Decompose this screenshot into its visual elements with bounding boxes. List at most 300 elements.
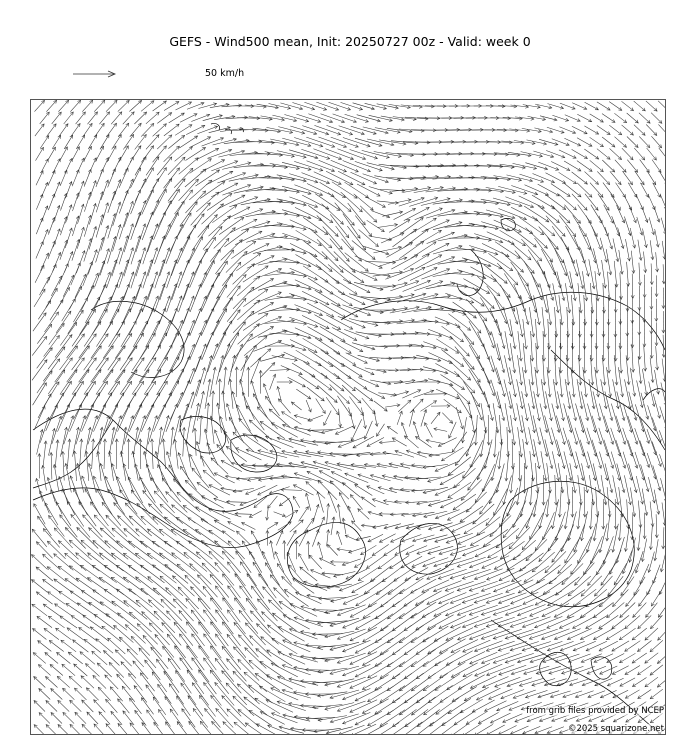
wind-arrow (338, 316, 365, 328)
wind-arrow (655, 299, 658, 321)
wind-arrow (234, 209, 262, 219)
wind-arrow (327, 290, 353, 306)
wind-arrow (206, 171, 233, 184)
wind-arrow (363, 626, 389, 642)
wind-arrow (320, 182, 346, 197)
wind-arrow (165, 697, 178, 716)
reference-arrow-icon (72, 67, 118, 81)
wind-arrow (485, 701, 507, 712)
wind-arrow (378, 555, 396, 569)
wind-arrow (567, 603, 592, 618)
wind-arrow (36, 171, 43, 185)
wind-arrow (618, 511, 621, 540)
wind-arrow (651, 136, 661, 148)
wind-arrow (337, 531, 342, 545)
wind-arrow (84, 169, 91, 186)
wind-arrow (537, 565, 561, 583)
wind-arrow (236, 253, 260, 271)
wind-arrow (601, 475, 607, 505)
wind-arrow (559, 616, 585, 629)
wind-arrow (599, 452, 608, 481)
wind-arrow (589, 379, 595, 409)
wind-arrow (246, 233, 275, 242)
wind-arrow (131, 636, 150, 655)
wind-arrow (392, 438, 406, 446)
wind-arrow (480, 490, 498, 514)
wind-arrow (357, 453, 381, 457)
wind-arrow (511, 262, 529, 286)
wind-arrow (352, 343, 375, 350)
wind-arrow (153, 146, 167, 162)
wind-arrow (416, 568, 441, 580)
wind-arrow (457, 557, 485, 567)
wind-arrow (638, 615, 651, 628)
wind-arrow (82, 724, 93, 734)
wind-arrow (77, 528, 98, 549)
wind-arrow (374, 410, 378, 427)
wind-arrow (477, 517, 500, 536)
wind-arrow (124, 529, 147, 548)
wind-arrow (270, 541, 275, 560)
wind-arrow (141, 123, 154, 136)
wind-arrow (211, 183, 238, 197)
wind-arrow (439, 546, 466, 555)
wind-arrow (302, 315, 329, 328)
wind-arrow (70, 591, 91, 605)
wind-arrow (344, 329, 369, 339)
wind-arrow (140, 673, 154, 691)
wind-arrow (119, 260, 129, 288)
wind-arrow (199, 622, 217, 646)
wind-arrow (617, 464, 625, 493)
wind-arrow (191, 610, 209, 634)
wind-arrow (258, 305, 287, 314)
wind-arrow (337, 149, 365, 160)
wind-arrow (568, 654, 590, 663)
wind-arrow (226, 404, 236, 433)
wind-arrow (380, 613, 404, 631)
wind-arrow (75, 688, 87, 700)
wind-arrow (565, 283, 570, 313)
wind-arrow (368, 589, 392, 606)
wind-arrow (227, 659, 247, 682)
wind-arrow (92, 439, 95, 469)
wind-arrow (210, 103, 229, 107)
wind-arrow (95, 123, 104, 136)
wind-arrow (93, 590, 116, 606)
wind-arrow (605, 391, 613, 420)
wind-arrow (233, 264, 255, 285)
wind-arrow (590, 114, 604, 122)
wind-arrow (302, 728, 328, 731)
wind-arrow (649, 526, 652, 549)
wind-arrow (141, 588, 164, 607)
wind-arrow (239, 419, 258, 442)
wind-arrow (46, 288, 57, 307)
wind-arrow (638, 263, 641, 286)
wind-arrow (167, 284, 177, 312)
wind-arrow (423, 673, 447, 690)
wind-arrow (34, 504, 45, 525)
wind-arrow (660, 406, 665, 429)
wind-arrow (462, 724, 481, 734)
wind-arrow (529, 475, 532, 505)
wind-arrow (322, 427, 344, 434)
wind-arrow (216, 586, 234, 610)
wind-arrow (662, 335, 665, 357)
wind-arrow (183, 296, 194, 324)
wind-arrow (499, 567, 526, 580)
wind-arrow (213, 138, 237, 145)
wind-arrow (245, 723, 265, 734)
wind-arrow (190, 454, 202, 478)
wind-arrow (333, 351, 355, 366)
wind-arrow (597, 171, 609, 184)
wind-arrow (152, 541, 176, 559)
wind-arrow (183, 529, 208, 546)
wind-arrow (226, 683, 247, 705)
wind-arrow (594, 654, 613, 663)
wind-arrow (364, 421, 372, 439)
wind-arrow (121, 662, 136, 679)
wind-arrow (381, 356, 404, 359)
wind-arrow (613, 238, 619, 261)
wind-arrow (360, 206, 377, 222)
wind-arrow (646, 125, 657, 136)
wind-arrow (228, 541, 244, 559)
wind-arrow (175, 125, 192, 136)
wind-arrow (118, 516, 140, 537)
wind-arrow (131, 260, 141, 289)
wind-arrow (412, 697, 436, 715)
wind-arrow (45, 312, 59, 332)
wind-arrow (355, 485, 373, 496)
wind-arrow (378, 393, 396, 397)
wind-arrow (129, 612, 151, 632)
wind-arrow (406, 546, 427, 555)
wind-arrow (546, 487, 551, 517)
wind-arrow (100, 528, 122, 548)
wind-arrow (639, 113, 650, 123)
wind-arrow (379, 441, 395, 444)
wind-arrow (614, 499, 617, 529)
wind-arrow (426, 256, 454, 267)
wind-arrow (54, 528, 72, 548)
wind-arrow (650, 358, 654, 383)
wind-arrow (99, 712, 110, 725)
wind-arrow (364, 578, 387, 594)
wind-arrow (206, 273, 220, 300)
wind-arrow (469, 177, 499, 180)
wind-arrow (228, 610, 246, 634)
wind-arrow (270, 212, 300, 217)
wind-arrow (70, 100, 80, 111)
wind-arrow (623, 171, 633, 185)
wind-arrow (228, 586, 246, 610)
wind-arrow (564, 499, 570, 529)
wind-arrow (527, 284, 537, 313)
wind-arrow (435, 510, 459, 519)
wind-arrow (497, 701, 519, 711)
wind-arrow (653, 565, 661, 584)
wind-arrow (130, 123, 141, 137)
wind-arrow (92, 565, 116, 582)
wind-arrow (218, 195, 245, 209)
wind-arrow (48, 147, 56, 161)
wind-arrow (343, 214, 360, 239)
wind-arrow (277, 380, 292, 383)
wind-arrow (43, 441, 47, 467)
wind-arrow (650, 640, 663, 651)
wind-arrow (34, 701, 45, 712)
wind-arrow (389, 220, 410, 233)
wind-arrow (51, 276, 61, 296)
wind-arrow (83, 123, 92, 136)
wind-arrow (546, 173, 566, 183)
wind-arrow (32, 360, 47, 381)
wind-arrow (499, 209, 527, 220)
wind-arrow (632, 628, 647, 640)
wind-arrow (218, 150, 244, 157)
wind-arrow (591, 205, 602, 224)
wind-arrow (96, 215, 104, 238)
wind-arrow (40, 136, 49, 149)
wind-arrow (518, 451, 521, 481)
wind-arrow (284, 352, 310, 364)
wind-arrow (642, 369, 647, 395)
wind-arrow (187, 646, 205, 670)
wind-arrow (580, 602, 602, 617)
wind-arrow (355, 557, 373, 568)
wind-arrow (111, 711, 122, 724)
wind-arrow (241, 345, 257, 371)
wind-arrow (433, 245, 462, 254)
wind-arrow (72, 170, 79, 186)
wind-arrow (413, 535, 435, 542)
wind-arrow (59, 124, 68, 137)
wind-arrow (118, 123, 129, 137)
wind-arrow (201, 541, 224, 560)
wind-arrow (38, 665, 50, 676)
wind-arrow (353, 103, 375, 110)
wind-arrow (60, 346, 78, 370)
wind-arrow (522, 617, 550, 628)
wind-arrow (241, 175, 271, 179)
wind-arrow (169, 684, 183, 705)
wind-arrow (54, 205, 61, 222)
wind-arrow (189, 541, 213, 559)
wind-arrow (186, 416, 192, 445)
wind-arrow (106, 515, 127, 536)
wind-arrow (165, 565, 188, 584)
wind-arrow (314, 315, 340, 330)
wind-arrow (393, 229, 417, 247)
wind-arrow (72, 239, 80, 260)
wind-arrow (223, 722, 240, 734)
wind-arrow (563, 691, 582, 698)
wind-arrow (333, 114, 357, 123)
wind-arrow (251, 611, 271, 633)
wind-arrow (519, 678, 543, 686)
wind-arrow (431, 404, 450, 407)
wind-arrow (236, 448, 262, 460)
wind-arrow (141, 101, 154, 112)
wind-arrow (87, 712, 98, 724)
wind-arrow (320, 327, 345, 342)
wind-arrow (215, 658, 234, 681)
wind-arrow (32, 336, 47, 355)
wind-arrow (538, 184, 560, 196)
wind-arrow (423, 650, 448, 667)
wind-arrow (145, 393, 160, 419)
wind-arrow (90, 627, 108, 641)
wind-arrow (189, 721, 202, 734)
wind-arrow (559, 150, 576, 158)
wind-arrow (638, 641, 652, 652)
wind-arrow (280, 103, 302, 110)
wind-arrow (260, 363, 275, 378)
wind-arrow (117, 541, 141, 559)
wind-arrow (287, 552, 296, 571)
wind-arrow (452, 432, 467, 452)
wind-arrow (130, 723, 141, 734)
wind-arrow (655, 229, 660, 247)
wind-arrow (222, 622, 240, 646)
wind-arrow (294, 415, 312, 421)
wind-arrow (153, 588, 175, 608)
wind-arrow (193, 428, 196, 455)
wind-arrow (223, 598, 241, 622)
wind-arrow (559, 172, 577, 183)
wind-arrow (140, 541, 164, 559)
wind-arrow (137, 503, 158, 524)
wind-arrow (113, 202, 121, 226)
wind-arrow (661, 478, 666, 502)
wind-arrow (187, 102, 204, 109)
wind-arrow (201, 261, 215, 288)
wind-arrow (123, 711, 134, 725)
wind-arrow (573, 215, 587, 236)
wind-arrow (449, 422, 457, 438)
wind-arrow (246, 486, 266, 495)
wind-arrow (632, 653, 647, 663)
wind-arrow (550, 691, 570, 698)
wind-arrow (36, 242, 44, 259)
wind-arrow (361, 497, 375, 507)
wind-arrow (341, 192, 363, 212)
wind-arrow (314, 125, 340, 135)
wind-arrow (658, 603, 665, 618)
wind-arrow (571, 550, 589, 574)
wind-arrow (107, 123, 117, 137)
wind-arrow (153, 124, 167, 137)
wind-arrow (369, 236, 391, 241)
wind-arrow (112, 135, 122, 150)
wind-arrow (638, 333, 641, 360)
wind-arrow (394, 208, 416, 219)
wind-arrow (428, 329, 453, 339)
wind-arrow (233, 696, 254, 716)
coast-britain (540, 652, 572, 685)
wind-arrow (637, 526, 641, 551)
wind-arrow (272, 638, 298, 654)
wind-arrow (207, 443, 218, 465)
wind-arrow (615, 160, 626, 172)
wind-arrow (77, 227, 84, 248)
wind-arrow (94, 724, 105, 734)
wind-arrow (94, 100, 105, 111)
wind-arrow (469, 581, 497, 591)
wind-arrow (247, 406, 265, 430)
wind-arrow (559, 367, 563, 397)
wind-arrow (209, 551, 230, 572)
wind-field-map[interactable] (31, 100, 665, 734)
wind-arrow (178, 453, 189, 480)
wind-arrow (113, 180, 121, 201)
wind-arrow (201, 284, 214, 311)
wind-arrow (463, 663, 490, 676)
wind-arrow (657, 677, 665, 687)
wind-arrow (75, 274, 86, 298)
wind-arrow (38, 301, 50, 320)
wind-arrow (129, 674, 143, 691)
wind-arrow (166, 492, 188, 513)
wind-arrow (619, 273, 622, 300)
wind-arrow (141, 146, 153, 163)
wind-arrow (539, 538, 558, 561)
wind-arrow (358, 474, 379, 482)
wind-arrow (157, 179, 172, 202)
wind-arrow (328, 491, 337, 512)
wind-arrow (398, 400, 411, 412)
wind-arrow (471, 392, 482, 420)
wind-arrow (101, 180, 109, 200)
wind-arrow (277, 199, 306, 206)
wind-arrow (249, 710, 272, 725)
wind-arrow (49, 428, 56, 455)
map-panel[interactable] (30, 99, 666, 735)
wind-arrow (212, 285, 227, 311)
wind-arrow (638, 309, 641, 335)
wind-arrow (619, 250, 624, 274)
wind-arrow (109, 393, 123, 419)
wind-arrow (304, 102, 326, 110)
wind-arrow (378, 257, 407, 267)
wind-arrow (540, 116, 557, 121)
wind-arrow (68, 310, 83, 334)
wind-arrow (294, 185, 322, 196)
wind-arrow (542, 604, 569, 617)
wind-arrow (212, 309, 226, 335)
wind-arrow (320, 277, 344, 295)
wind-arrow (37, 371, 52, 393)
wind-arrow (442, 413, 452, 424)
wind-arrow (63, 688, 75, 699)
wind-arrow (640, 183, 648, 198)
wind-arrow (238, 659, 259, 680)
wind-arrow (533, 174, 555, 183)
wind-arrow (450, 723, 469, 734)
wind-arrow (112, 157, 121, 175)
wind-arrow (214, 473, 234, 483)
wind-arrow (154, 722, 165, 734)
wind-arrow (121, 321, 136, 347)
wind-arrow (106, 100, 117, 111)
wind-arrow (603, 183, 614, 198)
wind-arrow (89, 204, 96, 225)
wind-arrow (136, 224, 146, 252)
wind-arrow (559, 215, 575, 236)
